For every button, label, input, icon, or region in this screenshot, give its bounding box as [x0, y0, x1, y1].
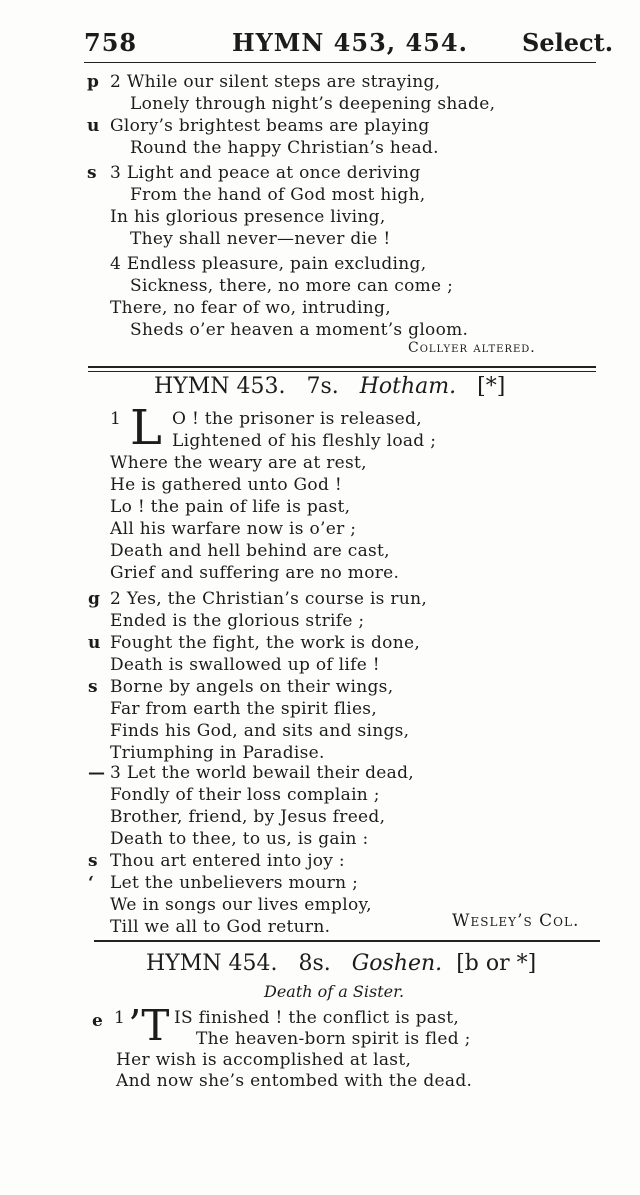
page-number: 758 — [84, 28, 138, 57]
hymn-line: Far from earth the spirit flies, — [110, 699, 378, 719]
hymn-454-dropcap: ’T — [128, 1001, 170, 1050]
header-rule — [84, 62, 596, 63]
attribution-collyer: Collyer altered. — [408, 340, 536, 356]
hymn-line: Sheds o’er heaven a moment’s gloom. — [130, 320, 469, 340]
hymn-line: Ended is the glorious strife ; — [110, 611, 365, 631]
hymn-line: Fought the fight, the work is done, — [110, 633, 421, 653]
attribution-wesley: Wesley’s Col. — [452, 911, 580, 931]
hymn-line: Brother, friend, by Jesus freed, — [110, 807, 386, 827]
hymn-line: Glory’s brightest beams are playing — [110, 116, 430, 136]
hymn-line: O ! the prisoner is released, — [172, 409, 422, 429]
hymn-454-title — [146, 951, 536, 976]
hymn-line: Till we all to God return. — [110, 917, 331, 937]
hymn-453-tune: Hotham. — [359, 374, 457, 399]
hymn-line: 3 Light and peace at once deriving — [110, 163, 421, 183]
hymn-line: Let the unbelievers mourn ; — [110, 873, 359, 893]
hymn-line: 4 Endless pleasure, pain excluding, — [110, 254, 427, 274]
hymn-454-number: HYMN 454. — [146, 951, 278, 976]
hymn-line: There, no fear of wo, intruding, — [110, 298, 391, 318]
hymn-line: He is gathered unto God ! — [110, 475, 342, 495]
hymn-453-bracket: [*] — [477, 374, 506, 399]
hymn-line: And now she’s entombed with the dead. — [116, 1071, 473, 1091]
hymn-line: Death and hell behind are cast, — [110, 541, 390, 561]
hymn-line: Fondly of their loss complain ; — [110, 785, 380, 805]
hymn-line: 2 While our silent steps are straying, — [110, 72, 441, 92]
hymn-line: We in songs our lives employ, — [110, 895, 372, 915]
hymn-454-verse-number: 1 — [114, 1008, 126, 1028]
hymn-453-verse-number: 1 — [110, 409, 122, 429]
hymn-line: Borne by angels on their wings, — [110, 677, 394, 697]
hymn-line: Lonely through night’s deepening shade, — [130, 94, 496, 114]
hymn-divider-2 — [94, 940, 600, 942]
dynamic-mark: p — [87, 72, 99, 92]
hymn-line: Thou art entered into joy : — [110, 851, 345, 871]
hymn-line: Sickness, there, no more can come ; — [130, 276, 454, 296]
hymn-line: 2 Yes, the Christian’s course is run, — [110, 589, 428, 609]
dynamic-mark: g — [88, 589, 100, 609]
hymn-454-meter: 8s. — [298, 951, 331, 976]
hymn-453-title — [154, 374, 505, 399]
hymn-divider-thin — [88, 371, 596, 372]
hymn-line: Round the happy Christian’s head. — [130, 138, 439, 158]
dynamic-mark: u — [88, 633, 101, 653]
dynamic-mark: — — [88, 763, 105, 783]
dynamic-mark: s — [87, 163, 97, 183]
dynamic-mark: s — [88, 851, 98, 871]
hymn-line: Her wish is accomplished at last, — [116, 1050, 412, 1070]
hymn-line: Triumphing in Paradise. — [110, 743, 325, 763]
hymn-line: IS finished ! the conflict is past, — [174, 1008, 460, 1028]
hymn-453-dropcap: L — [130, 400, 162, 456]
hymn-454-subtitle: Death of a Sister. — [264, 982, 405, 1001]
hymn-line: Lo ! the pain of life is past, — [110, 497, 351, 517]
hymn-line: Death is swallowed up of life ! — [110, 655, 380, 675]
hymn-divider — [88, 366, 596, 368]
dynamic-mark: u — [87, 116, 100, 136]
hymn-line: In his glorious presence living, — [110, 207, 386, 227]
hymn-line: 3 Let the world bewail their dead, — [110, 763, 414, 783]
hymn-line: Where the weary are at rest, — [110, 453, 367, 473]
hymn-line: Death to thee, to us, is gain : — [110, 829, 369, 849]
hymn-454-tune: Goshen. — [351, 951, 443, 976]
running-title: HYMN 453, 454. — [232, 28, 468, 57]
hymn-line: Finds his God, and sits and sings, — [110, 721, 410, 741]
hymn-453-number: HYMN 453. — [154, 374, 286, 399]
hymn-line: The heaven-born spirit is fled ; — [196, 1029, 471, 1049]
hymn-453-meter: 7s. — [306, 374, 339, 399]
hymn-line: All his warfare now is o’er ; — [110, 519, 357, 539]
hymn-454-mark: e — [92, 1011, 103, 1031]
hymn-line: Lightened of his fleshly load ; — [172, 431, 437, 451]
hymn-454-bracket: [b or *] — [456, 951, 537, 976]
dynamic-mark: s — [88, 677, 98, 697]
section-label: Select. — [522, 28, 614, 57]
hymn-line: From the hand of God most high, — [130, 185, 426, 205]
dynamic-mark: ‘ — [88, 873, 94, 893]
hymn-line: They shall never—never die ! — [130, 229, 391, 249]
hymn-line: Grief and suffering are no more. — [110, 563, 400, 583]
